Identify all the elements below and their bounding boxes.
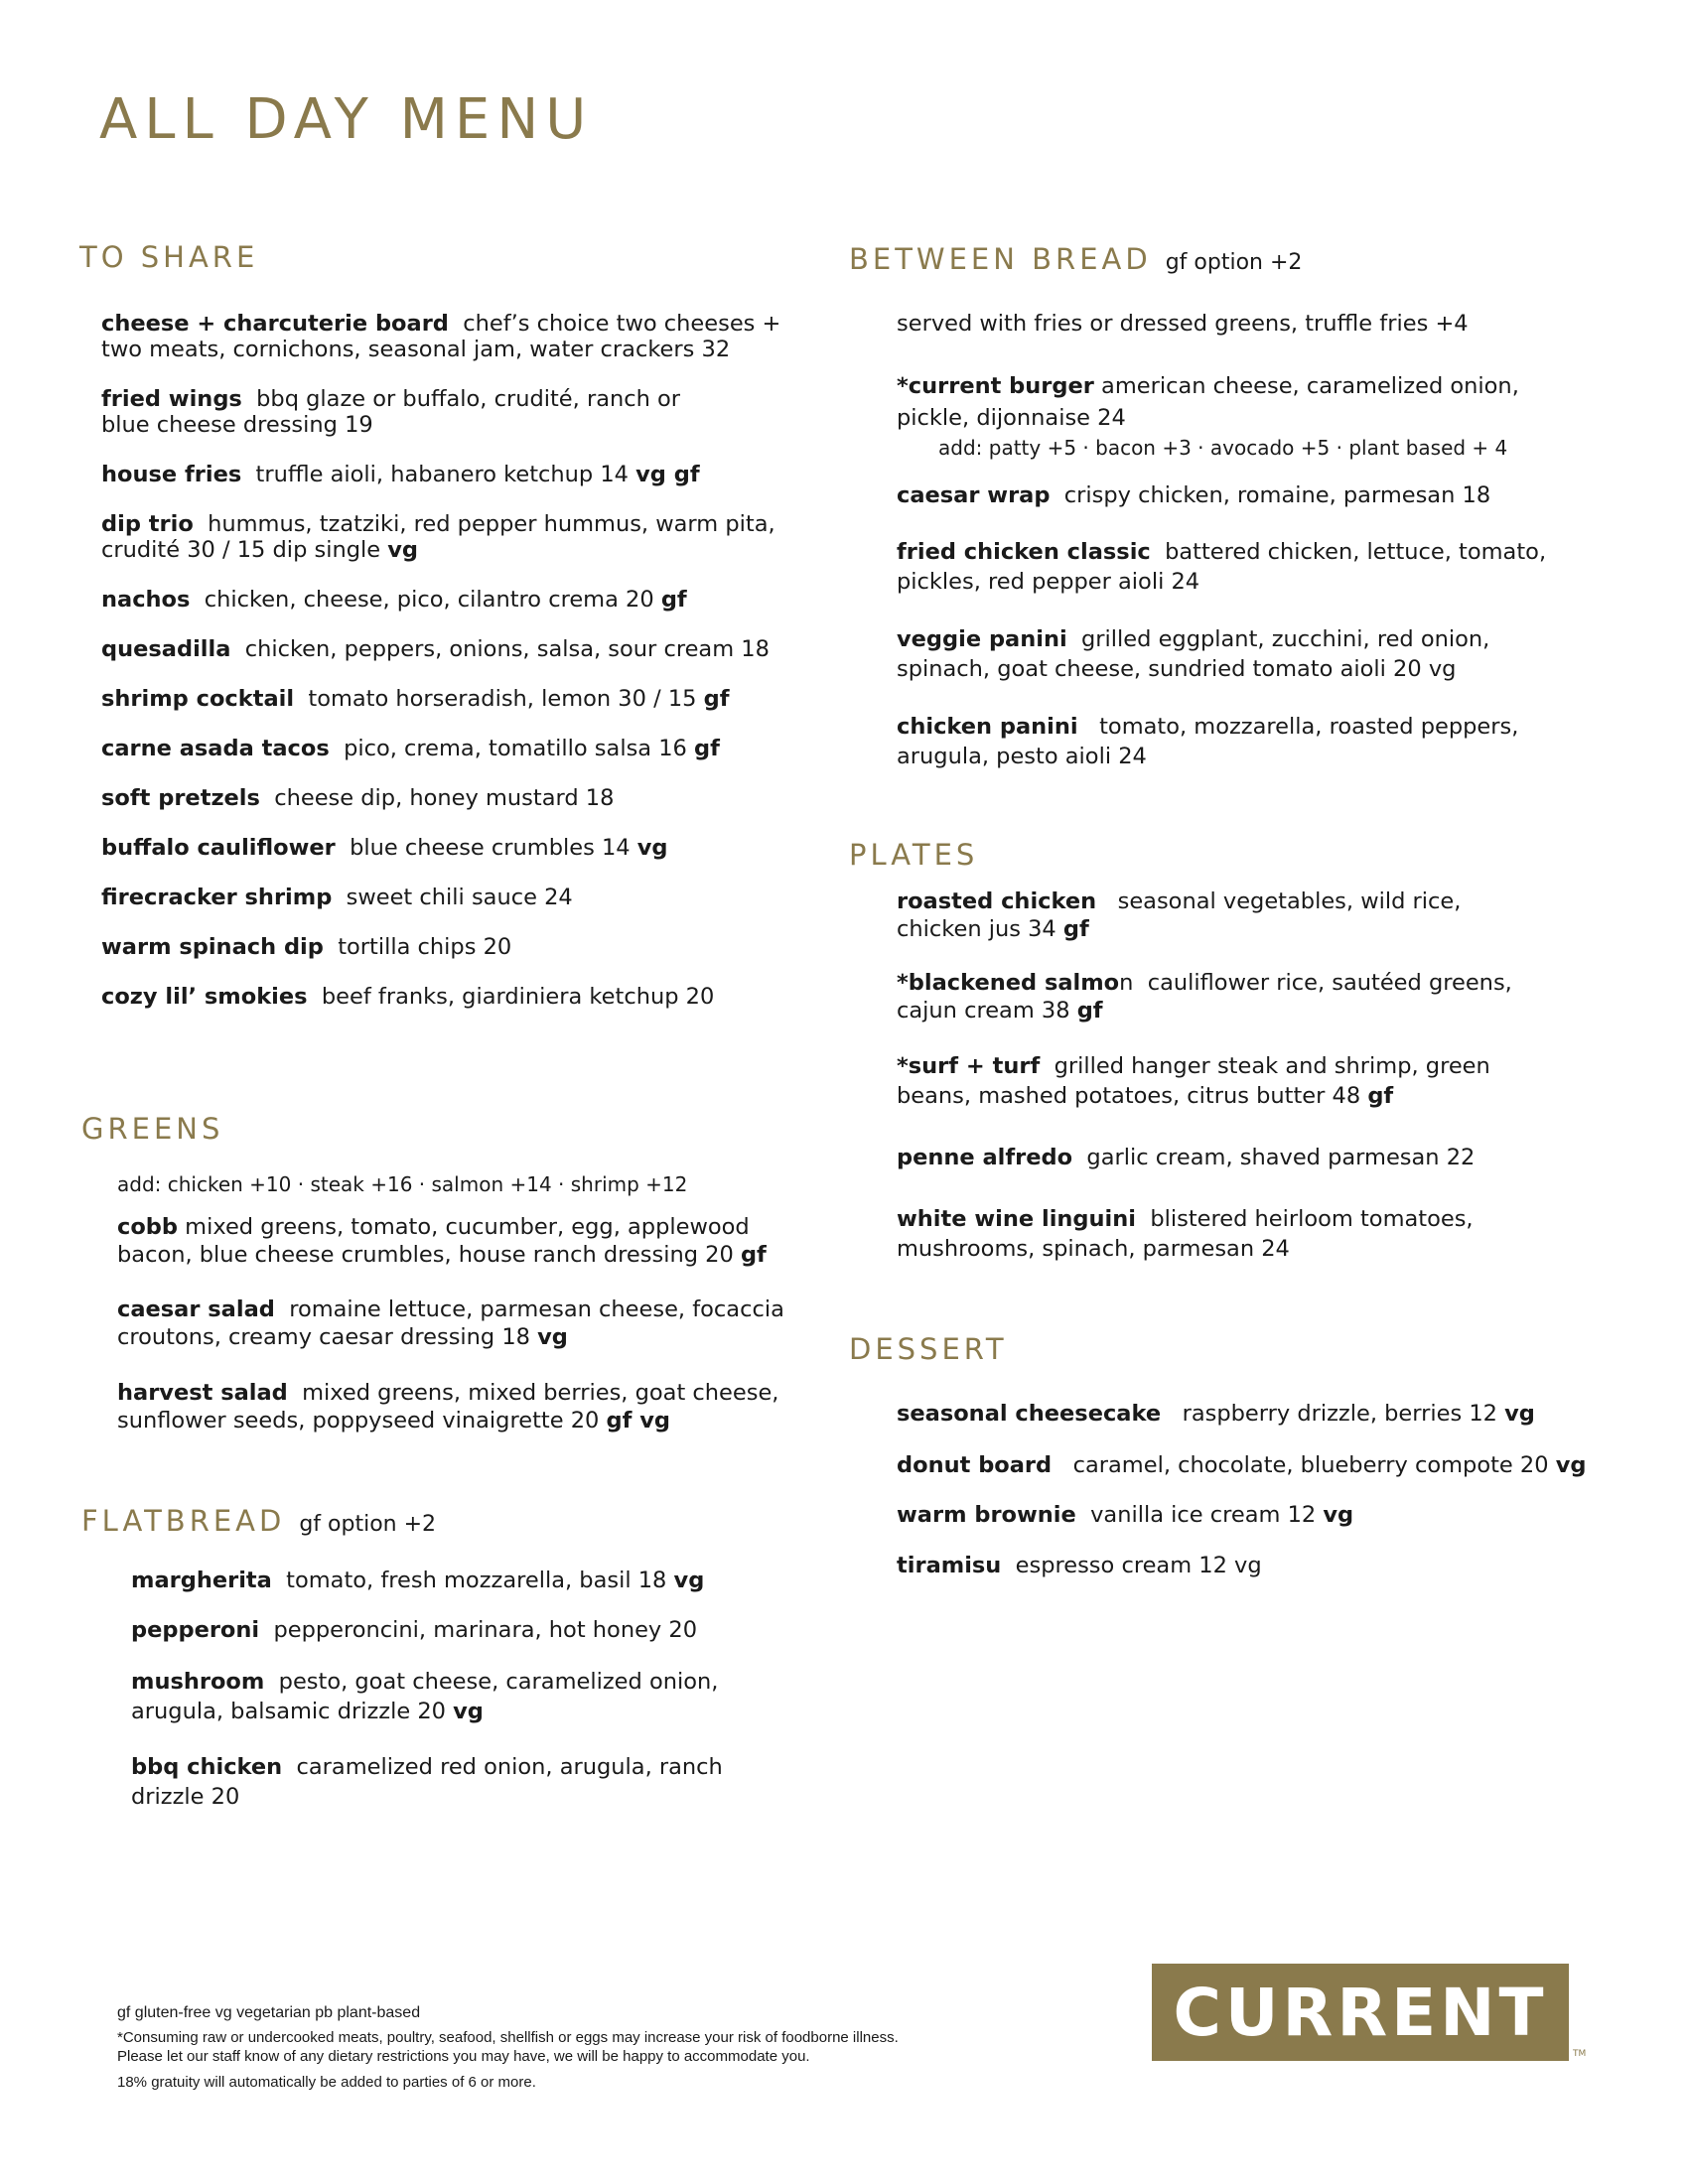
item-desc: blue cheese crumbles 14 — [350, 835, 637, 861]
diet-tag: gf — [1062, 916, 1089, 942]
item-name: roasted chicken — [897, 888, 1097, 914]
menu-item — [101, 784, 614, 812]
item-desc: pepperoncini, marinara, hot honey 20 — [273, 1617, 698, 1643]
item-desc: chef’s choice two cheeses + — [463, 311, 781, 337]
menu-item — [897, 1205, 1474, 1233]
menu-item — [131, 1668, 718, 1696]
menu-item — [101, 310, 780, 338]
menu-item — [101, 884, 573, 911]
item-desc-line: two meats, cornichons, seasonal jam, water crackers 32 — [101, 337, 731, 362]
item-desc: crudité 30 / 15 dip single — [101, 537, 388, 563]
item-desc: blistered heirloom tomatoes, — [1150, 1206, 1474, 1232]
item-name: quesadilla — [101, 636, 231, 662]
item-desc-line: arugula, pesto aioli 24 — [897, 744, 1147, 769]
item-desc: raspberry drizzle, berries 12 — [1182, 1401, 1505, 1427]
menu-item — [897, 1400, 1535, 1428]
item-desc: hummus, tzatziki, red pepper hummus, warm pita, — [208, 511, 775, 537]
menu-item — [117, 1379, 778, 1407]
item-desc: tomato, mozzarella, roasted peppers, — [1099, 714, 1519, 740]
item-name: donut board — [897, 1452, 1053, 1478]
item-desc: tomato, fresh mozzarella, basil 18 — [286, 1568, 674, 1593]
diet-tag: vg — [387, 537, 419, 563]
item-name: harvest salad — [117, 1380, 288, 1406]
item-desc: romaine lettuce, parmesan cheese, focaccia — [289, 1297, 784, 1322]
menu-item — [897, 969, 1512, 997]
add-on-note: add: patty +5 · bacon +3 · avocado +5 · plant based + 4 — [938, 436, 1508, 460]
item-desc: tortilla chips 20 — [338, 934, 512, 960]
item-desc-line: drizzle 20 — [131, 1784, 240, 1810]
item-name: nachos — [101, 587, 191, 613]
item-desc: pico, crema, tomatillo salsa 16 — [344, 736, 695, 761]
menu-item — [101, 735, 720, 762]
item-name: cozy lil’ smokies — [101, 984, 308, 1010]
diet-tag: vg — [453, 1699, 484, 1724]
diet-tag: gf — [740, 1242, 767, 1268]
menu-item — [897, 1552, 1262, 1579]
menu-item — [101, 834, 668, 862]
item-desc: garlic cream, shaved parmesan 22 — [1086, 1145, 1476, 1170]
item-desc: crispy chicken, romaine, parmesan 18 — [1063, 482, 1491, 508]
menu-item — [101, 983, 714, 1011]
menu-item — [897, 625, 1489, 653]
section-heading-flatbread — [81, 1504, 436, 1538]
section-title: BETWEEN BREAD — [849, 242, 1152, 276]
section-heading-greens: GREENS — [81, 1112, 224, 1146]
item-name: house fries — [101, 462, 242, 487]
diet-tag: gf — [1367, 1083, 1394, 1109]
item-name: seasonal cheesecake — [897, 1401, 1162, 1427]
menu-item — [101, 685, 730, 713]
item-desc: mixed greens, tomato, cucumber, egg, applewood — [185, 1214, 750, 1240]
diet-tag: vg — [1323, 1502, 1354, 1528]
item-desc: cajun cream 38 — [897, 998, 1077, 1024]
menu-item — [897, 1144, 1475, 1171]
item-name: caesar wrap — [897, 482, 1051, 508]
item-name: chicken panini — [897, 714, 1078, 740]
item-desc: sunflower seeds, poppyseed vinaigrette 20 — [117, 1408, 607, 1433]
dietary-note: Please let our staff know of any dietary restrictions you may have, we will be happy to accommodate you. — [117, 2048, 810, 2065]
gf-option-note: gf option +2 — [1165, 250, 1303, 275]
item-name: penne alfredo — [897, 1145, 1073, 1170]
menu-item — [897, 1451, 1586, 1479]
menu-item — [897, 481, 1490, 509]
item-desc-line — [117, 1407, 670, 1434]
item-desc: pesto, goat cheese, caramelized onion, — [278, 1669, 719, 1695]
item-desc-line — [897, 997, 1103, 1024]
item-name: buffalo cauliflower — [101, 835, 336, 861]
item-name: *current burger — [897, 373, 1094, 399]
section-title: FLATBREAD — [81, 1504, 286, 1538]
item-desc-line: pickle, dijonnaise 24 — [897, 405, 1126, 431]
menu-item — [131, 1616, 697, 1644]
section-heading-to-share: TO SHARE — [79, 240, 259, 274]
item-name: warm spinach dip — [101, 934, 324, 960]
item-desc: croutons, creamy caesar dressing 18 — [117, 1324, 538, 1350]
item-name: white wine linguini — [897, 1206, 1136, 1232]
menu-item — [897, 1501, 1353, 1529]
item-name: soft pretzels — [101, 785, 260, 811]
menu-item — [131, 1753, 723, 1781]
served-with-note: served with fries or dressed greens, truffle fries +4 — [897, 311, 1469, 337]
item-name-tail: n — [1119, 970, 1134, 996]
section-heading-between-bread — [849, 242, 1302, 276]
item-desc: sweet chili sauce 24 — [346, 885, 573, 910]
menu-item — [897, 713, 1518, 741]
item-name: bbq chicken — [131, 1754, 283, 1780]
item-desc-line — [117, 1323, 568, 1351]
gf-option-note: gf option +2 — [299, 1512, 437, 1537]
diet-tag: vg — [1504, 1401, 1535, 1427]
item-desc-line — [131, 1698, 484, 1725]
item-name: veggie panini — [897, 626, 1067, 652]
diet-tag: vg — [1555, 1452, 1587, 1478]
item-desc: chicken, cheese, pico, cilantro crema 20 — [204, 587, 661, 613]
menu-item — [101, 385, 680, 413]
item-desc-line — [897, 1082, 1393, 1110]
item-name: *surf + turf — [897, 1053, 1041, 1079]
item-name: carne asada tacos — [101, 736, 330, 761]
item-desc: espresso cream 12 vg — [1015, 1553, 1262, 1578]
item-name: fried chicken classic — [897, 539, 1151, 565]
page-title: ALL DAY MENU — [99, 87, 594, 152]
add-on-note: add: chicken +10 · steak +16 · salmon +14 · shrimp +12 — [117, 1172, 688, 1196]
section-heading-dessert: DESSERT — [849, 1332, 1008, 1366]
menu-item — [101, 635, 770, 663]
item-desc: beans, mashed potatoes, citrus butter 48 — [897, 1083, 1368, 1109]
item-desc: cheese dip, honey mustard 18 — [274, 785, 615, 811]
menu-item — [117, 1213, 750, 1241]
menu-item — [101, 510, 775, 538]
item-name: mushroom — [131, 1669, 265, 1695]
item-desc: battered chicken, lettuce, tomato, — [1165, 539, 1547, 565]
item-name: dip trio — [101, 511, 194, 537]
current-logo — [1152, 1964, 1569, 2061]
diet-tag: gf — [1076, 998, 1103, 1024]
item-desc: chicken, peppers, onions, salsa, sour cream 18 — [244, 636, 770, 662]
item-desc-line — [897, 915, 1089, 943]
menu-item — [897, 887, 1461, 915]
diet-legend: gf gluten-free vg vegetarian pb plant-based — [117, 2004, 421, 2021]
diet-tag: gf — [703, 686, 730, 712]
item-name: cheese + charcuterie board — [101, 311, 449, 337]
item-desc: bacon, blue cheese crumbles, house ranch dressing 20 — [117, 1242, 741, 1268]
diet-tag: vg gf — [635, 462, 700, 487]
menu-item — [101, 461, 700, 488]
item-desc: bbq glaze or buffalo, crudité, ranch or — [256, 386, 681, 412]
item-name: fried wings — [101, 386, 242, 412]
item-desc-line: pickles, red pepper aioli 24 — [897, 569, 1200, 595]
menu-item — [897, 372, 1519, 400]
item-desc: beef franks, giardiniera ketchup 20 — [321, 984, 715, 1010]
foodborne-disclaimer: *Consuming raw or undercooked meats, poultry, seafood, shellfish or eggs may increase your risk of foodborne illness. — [117, 2029, 899, 2046]
item-name: shrimp cocktail — [101, 686, 295, 712]
trademark-mark: TM — [1573, 2049, 1587, 2059]
item-desc: grilled eggplant, zucchini, red onion, — [1081, 626, 1490, 652]
item-name: margherita — [131, 1568, 272, 1593]
diet-tag: vg — [537, 1324, 568, 1350]
item-desc: cauliflower rice, sautéed greens, — [1147, 970, 1512, 996]
menu-item — [897, 1052, 1490, 1080]
diet-tag: gf vg — [606, 1408, 670, 1433]
menu-item — [101, 933, 511, 961]
item-desc-line: blue cheese dressing 19 — [101, 412, 373, 438]
item-name: warm brownie — [897, 1502, 1076, 1528]
item-desc: american cheese, caramelized onion, — [1101, 373, 1519, 399]
item-desc-line — [101, 536, 418, 564]
item-desc-line: mushrooms, spinach, parmesan 24 — [897, 1236, 1290, 1262]
diet-tag: gf — [694, 736, 720, 761]
item-name: tiramisu — [897, 1553, 1002, 1578]
menu-item — [897, 538, 1546, 566]
diet-tag: vg — [673, 1568, 705, 1593]
gratuity-note: 18% gratuity will automatically be added to parties of 6 or more. — [117, 2074, 536, 2091]
item-name: pepperoni — [131, 1617, 260, 1643]
item-desc: caramelized red onion, arugula, ranch — [296, 1754, 723, 1780]
item-desc-line — [117, 1241, 767, 1269]
menu-item — [117, 1296, 784, 1323]
diet-tag: gf — [660, 587, 687, 613]
item-desc: caramel, chocolate, blueberry compote 20 — [1072, 1452, 1556, 1478]
item-desc: seasonal vegetables, wild rice, — [1117, 888, 1462, 914]
item-desc: chicken jus 34 — [897, 916, 1063, 942]
item-desc: grilled hanger steak and shrimp, green — [1054, 1053, 1490, 1079]
item-name: firecracker shrimp — [101, 885, 333, 910]
diet-tag: vg — [636, 835, 668, 861]
menu-item — [101, 586, 687, 614]
menu-item — [131, 1567, 704, 1594]
item-desc: tomato horseradish, lemon 30 / 15 — [308, 686, 704, 712]
item-desc: truffle aioli, habanero ketchup 14 — [255, 462, 636, 487]
logo-text: CURRENT — [1173, 1974, 1548, 2051]
item-desc: arugula, balsamic drizzle 20 — [131, 1699, 454, 1724]
section-heading-plates: PLATES — [849, 838, 979, 872]
item-name: *blackened salmo — [897, 970, 1120, 996]
item-name: cobb — [117, 1214, 179, 1240]
item-desc: mixed greens, mixed berries, goat cheese, — [302, 1380, 779, 1406]
item-desc: vanilla ice cream 12 — [1090, 1502, 1324, 1528]
item-desc-line: spinach, goat cheese, sundried tomato aioli 20 vg — [897, 656, 1457, 682]
item-name: caesar salad — [117, 1297, 275, 1322]
